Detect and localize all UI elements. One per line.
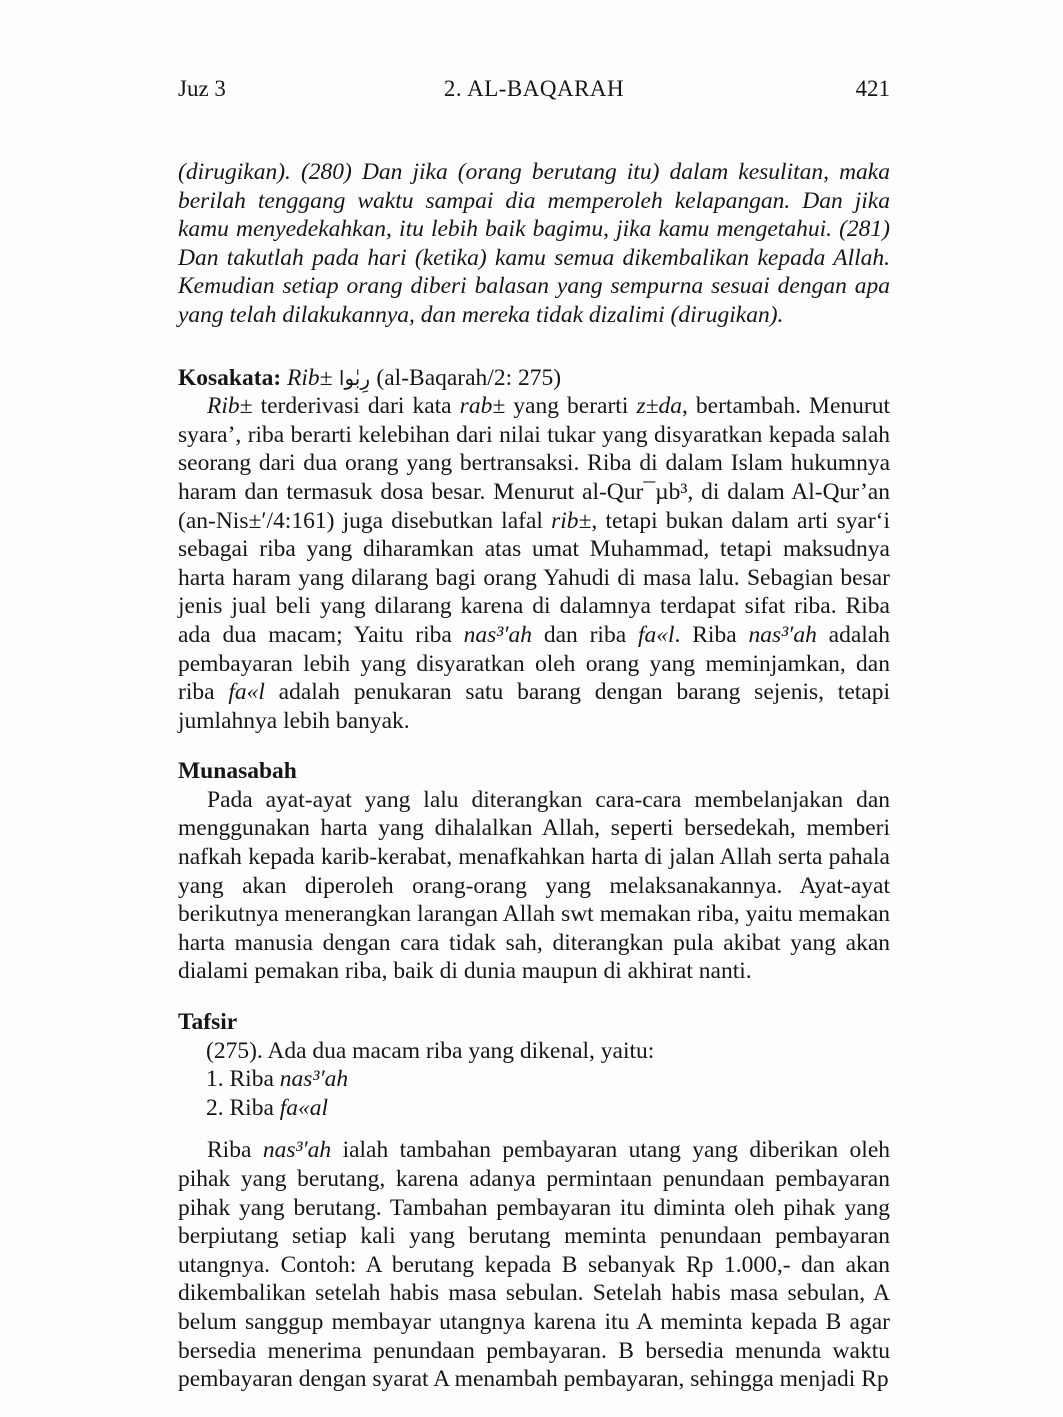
translation-paragraph: (dirugikan). (280) Dan jika (orang berutang itu) dalam kesulitan, maka berilah tenggang waktu sampai dia memperoleh kelapangan. Dan jika kamu menyedekahkan, itu lebih baik bagimu, jika kamu mengetahui. (281) Dan takutlah pada hari (ketika) kamu semua dikembalikan kepada Allah. Kemudian setiap orang diberi balasan yang sempurna sesuai dengan apa yang telah dilakukannya, dan mereka tidak dizalimi (dirugikan). (178, 159, 890, 328)
surah-title: 2. AL-BAQARAH (443, 76, 625, 101)
page-header (178, 76, 890, 102)
munasabah-paragraph: Pada ayat-ayat yang lalu diterangkan cara-cara membelanjakan dan menggunakan harta yang dihalalkan Allah, seperti bersedekah, memberi nafkah kepada karib-kerabat, menafkahkan harta di jalan Allah serta pahala yang akan diperoleh orang-orang yang melaksanakannya. Ayat-ayat berikutnya menerangkan larangan Allah swt memakan riba, yaitu memakan harta manusia dengan cara tidak sah, diterangkan pula akibat yang akan dialami pemakan riba, baik di dunia maupun di akhirat nanti. (178, 786, 890, 985)
tafsir-heading: Tafsir (178, 1009, 238, 1036)
tafsir-list-item-2: 2. Riba fa«al (206, 1094, 329, 1121)
kosakata-heading: Kosakata: Rib± رِبٰوا (al-Baqarah/2: 275) (178, 364, 562, 391)
tafsir-paragraph: Riba nas³′ah ialah tambahan pembayaran utang yang diberikan oleh pihak yang berutang, karena adanya permintaan penundaan pembayaran pihak yang berutang. Tambahan pembayaran itu diminta oleh pihak yang berpiutang setiap kali yang berutang meminta penundaan pembayaran utangnya. Contoh: A berutang kepada B sebanyak Rp 1.000,- dan akan dikembalikan setelah habis masa sebulan. Setelah habis masa sebulan, A belum sanggup membayar utangnya karena itu A meminta kepada B agar bersedia menerima penundaan pembayaran. B bersedia menunda waktu pembayaran dengan syarat A menambah pembayaran, sehingga menjadi Rp (178, 1137, 890, 1393)
page-content (178, 76, 890, 1394)
kosakata-paragraph: Rib± terderivasi dari kata rab± yang berarti z±da, bertambah. Menurut syara’, riba berarti kelebihan dari nilai tukar yang disyaratkan kepada salah seorang dari dua orang yang bertransaksi. Riba di dalam Islam hukumnya haram dan termasuk dosa besar. Menurut al-Qur¯µb³, di dalam Al-Qur’an (an-Nis±′/4:161) juga disebutkan lafal rib±, tetapi bukan dalam arti syar‘i sebagai riba yang diharamkan atas umat Muhammad, tetapi maksudnya harta haram yang dilarang bagi orang Yahudi di masa lalu. Sebagian besar jenis jual beli yang dilarang karena di dalamnya terdapat sifat riba. Riba ada dua macam; Yaitu riba nas³′ah dan riba fa«l. Riba nas³′ah adalah pembayaran lebih yang disyaratkan oleh orang yang meminjamkan, dan riba fa«l adalah penukaran satu barang dengan barang sejenis, tetapi jumlahnya lebih banyak. (178, 393, 890, 734)
tafsir-intro: (275). Ada dua macam riba yang dikenal, yaitu: (206, 1037, 655, 1064)
tafsir-list-item-1: 1. Riba nas³′ah (206, 1066, 349, 1093)
munasabah-heading: Munasabah (178, 758, 297, 785)
page-number: 421 (855, 76, 890, 101)
juz-label: Juz 3 (178, 76, 226, 101)
